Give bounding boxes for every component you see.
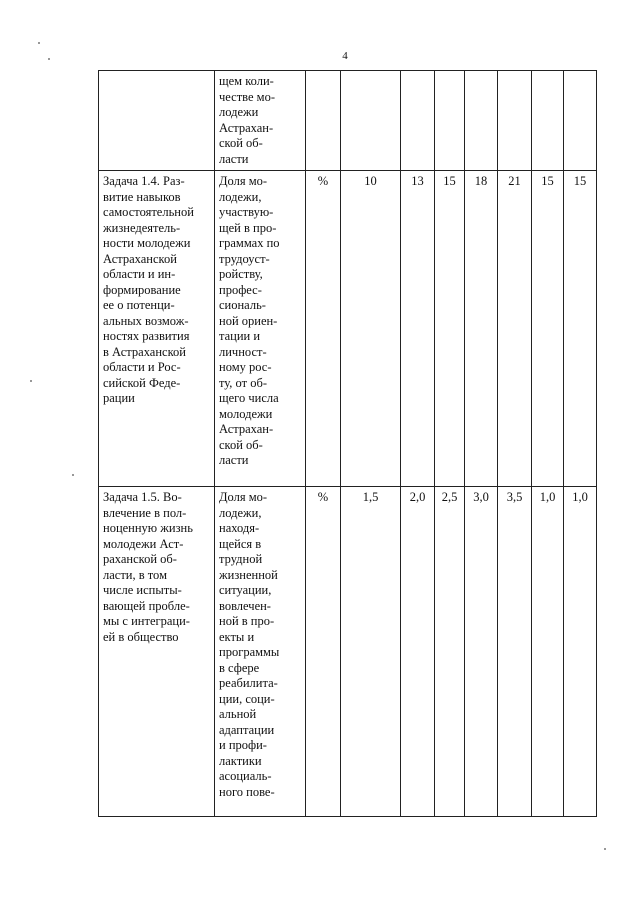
page-number: 4: [342, 50, 348, 62]
indicator-cell: [215, 171, 306, 487]
task-cell: [99, 487, 215, 817]
table-row: [99, 71, 597, 171]
value-cell: 3,0: [465, 487, 498, 817]
indicator-table: [98, 70, 597, 817]
task-cell: [99, 171, 215, 487]
value-cell: [532, 71, 564, 171]
indicator-cell: [215, 487, 306, 817]
value-cell: [341, 71, 401, 171]
scan-speck: [48, 58, 50, 60]
value-cell: 13: [401, 171, 435, 487]
table-row: [99, 171, 597, 487]
table-row: [99, 487, 597, 817]
task-text: Задача 1.5. Во- влечение в пол- ноценную жизнь молодежи Аст- раханской об- ласти, в том числе испыты- вающей пробле- мы с интеграци- ей в общество: [103, 490, 193, 644]
unit-cell: [306, 71, 341, 171]
value-cell: 1,0: [564, 487, 597, 817]
value-cell: 1,5: [341, 487, 401, 817]
value-cell: 21: [498, 171, 532, 487]
value-cell: 15: [564, 171, 597, 487]
unit-cell: %: [306, 487, 341, 817]
value-cell: 18: [465, 171, 498, 487]
value-cell: [465, 71, 498, 171]
scan-speck: [72, 474, 74, 476]
value-cell: [498, 71, 532, 171]
value-cell: 2,5: [435, 487, 465, 817]
indicator-cell: [215, 71, 306, 171]
unit-cell: %: [306, 171, 341, 487]
task-text: Задача 1.4. Раз- витие навыков самостоятельной жизнедеятель- ности молодежи Астраханской области и ин- формирование ее о потенци- альных возмож- ностях развития в Астраханской области и Рос- сийской Феде- рации: [103, 174, 194, 405]
value-cell: [564, 71, 597, 171]
indicator-text: Доля мо- лодежи, участвую- щей в про- граммах по трудоуст- ройству, профес- сиональ- ной ориен- тации и личност- ному рос- ту, от об- щего числа молодежи Астрахан- ской об- ласти: [219, 174, 280, 467]
indicator-text: Доля мо- лодежи, находя- щейся в трудной жизненной ситуации, вовлечен- ной в про- екты и программы в сфере реабилита- ции, соци- альной адаптации и профи- лактики асоциаль- ного пове-: [219, 490, 280, 799]
value-cell: 15: [532, 171, 564, 487]
value-cell: [435, 71, 465, 171]
task-cell: [99, 71, 215, 171]
value-cell: 10: [341, 171, 401, 487]
value-cell: [401, 71, 435, 171]
scan-speck: [38, 42, 40, 44]
scan-speck: [30, 380, 32, 382]
value-cell: 2,0: [401, 487, 435, 817]
indicator-text: щем коли- честве мо- лодежи Астрахан- ской об- ласти: [219, 74, 275, 166]
value-cell: 15: [435, 171, 465, 487]
value-cell: 1,0: [532, 487, 564, 817]
value-cell: 3,5: [498, 487, 532, 817]
scan-speck: [604, 848, 606, 850]
